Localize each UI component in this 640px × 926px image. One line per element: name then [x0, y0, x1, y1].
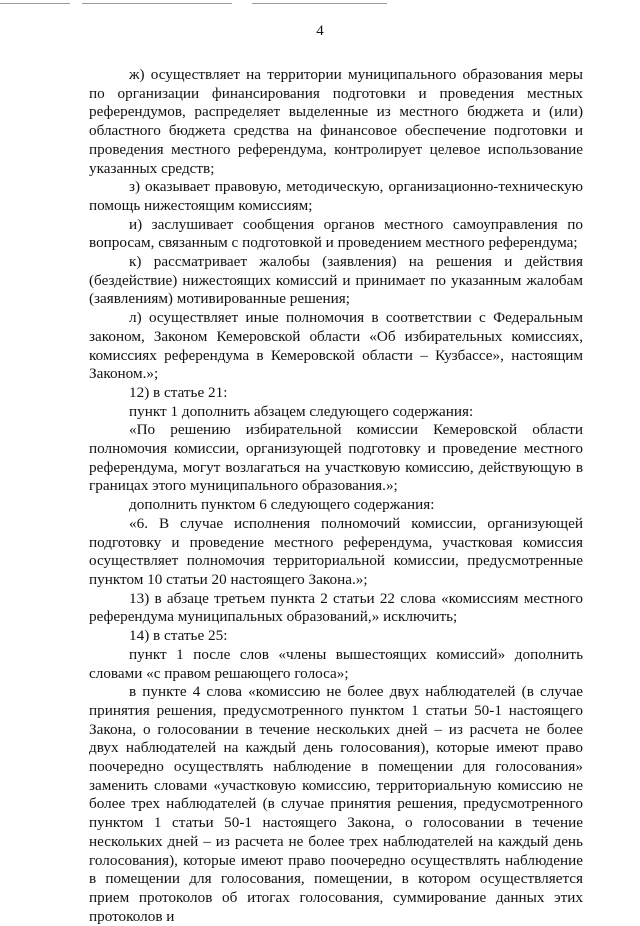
page-number: 4	[316, 23, 324, 39]
paragraph-item-12-p6: дополнить пунктом 6 следующего содержания:	[129, 496, 435, 514]
paragraph-k: к) рассматривает жалобы (заявления) на решения и действия (бездействие) нижестоящих комиссий и принимает по указанным жалобам (заявлениям) мотивированные решения;	[89, 253, 583, 308]
paragraph-i: и) заслушивает сообщения органов местного самоуправления по вопросам, связанным с подготовкой и проведением местного референдума;	[89, 215, 583, 252]
paragraph-item-14-p4: в пункте 4 слова «комиссию не более двух наблюдателей (в случае принятия решения, предусмотренного пунктом 1 статьи 50-1 настоящего Закона, о голосовании в течение нескольких дней – из расчета не более двух наблюдателей на каждый день голосования), которые имеют право поочередно осуществлять наблюдение в помещении для голосования» заменить словами «участковую комиссию, территориальную комиссию не более трех наблюдателей (в случае принятия решения, предусмотренного пунктом 1 статьи 50-1 настоящего Закона, о голосовании в течение нескольких дней – из расчета не более трех наблюдателей на каждый день голосования), которые имеют право поочередно осуществлять наблюдение в помещении для голосования, помещении, в котором осуществляется прием протоколов об итогах голосования, суммирование данных этих протоколов и	[89, 683, 583, 925]
scan-edge-line	[252, 3, 387, 4]
paragraph-z: з) оказывает правовую, методическую, организационно-техническую помощь нижестоящим комиссиям;	[89, 178, 583, 214]
paragraph-item-14-p1: пункт 1 после слов «члены вышестоящих комиссий» дополнить словами «с правом решающего голоса»;	[89, 645, 583, 682]
scan-edge-line	[82, 3, 232, 4]
paragraph-item-14: 14) в статье 25:	[129, 627, 228, 645]
scan-edge-line	[0, 3, 70, 4]
paragraph-zh: ж) осуществляет на территории муниципального образования меры по организации финансирования подготовки и проведения местных референдумов, распределяет выделенные из местного бюджета и (или) областного бюджета средства на финансовое обеспечение подготовки и проведения местного референдума, контролирует целевое использование указанных средств;	[89, 66, 583, 177]
paragraph-item-13: 13) в абзаце третьем пункта 2 статьи 22 слова «комиссиям местного референдума муниципальных образований,» исключить;	[89, 589, 583, 626]
paragraph-item-12-quote1: «По решению избирательной комиссии Кемеровской области полномочия комиссии, организующей подготовку и проведение местного референдума, могут возлагаться на участковую комиссию, действующую в границах этого муниципального образования.»;	[89, 421, 583, 495]
paragraph-item-12-p1: пункт 1 дополнить абзацем следующего содержания:	[129, 402, 474, 420]
paragraph-l: л) осуществляет иные полномочия в соответствии с Федеральным законом, Законом Кемеровской области «Об избирательных комиссиях, комиссиях референдума в Кемеровской области – Кузбассе», настоящим Законом.»;	[89, 309, 583, 383]
paragraph-item-12: 12) в статье 21:	[129, 383, 228, 401]
document-body	[89, 66, 583, 926]
paragraph-item-12-quote6: «6. В случае исполнения полномочий комиссии, организующей подготовку и проведение местного референдума, участковая комиссия осуществляет полномочия территориальной комиссии, предусмотренные пунктом 10 статьи 20 настоящего Закона.»;	[89, 514, 583, 588]
